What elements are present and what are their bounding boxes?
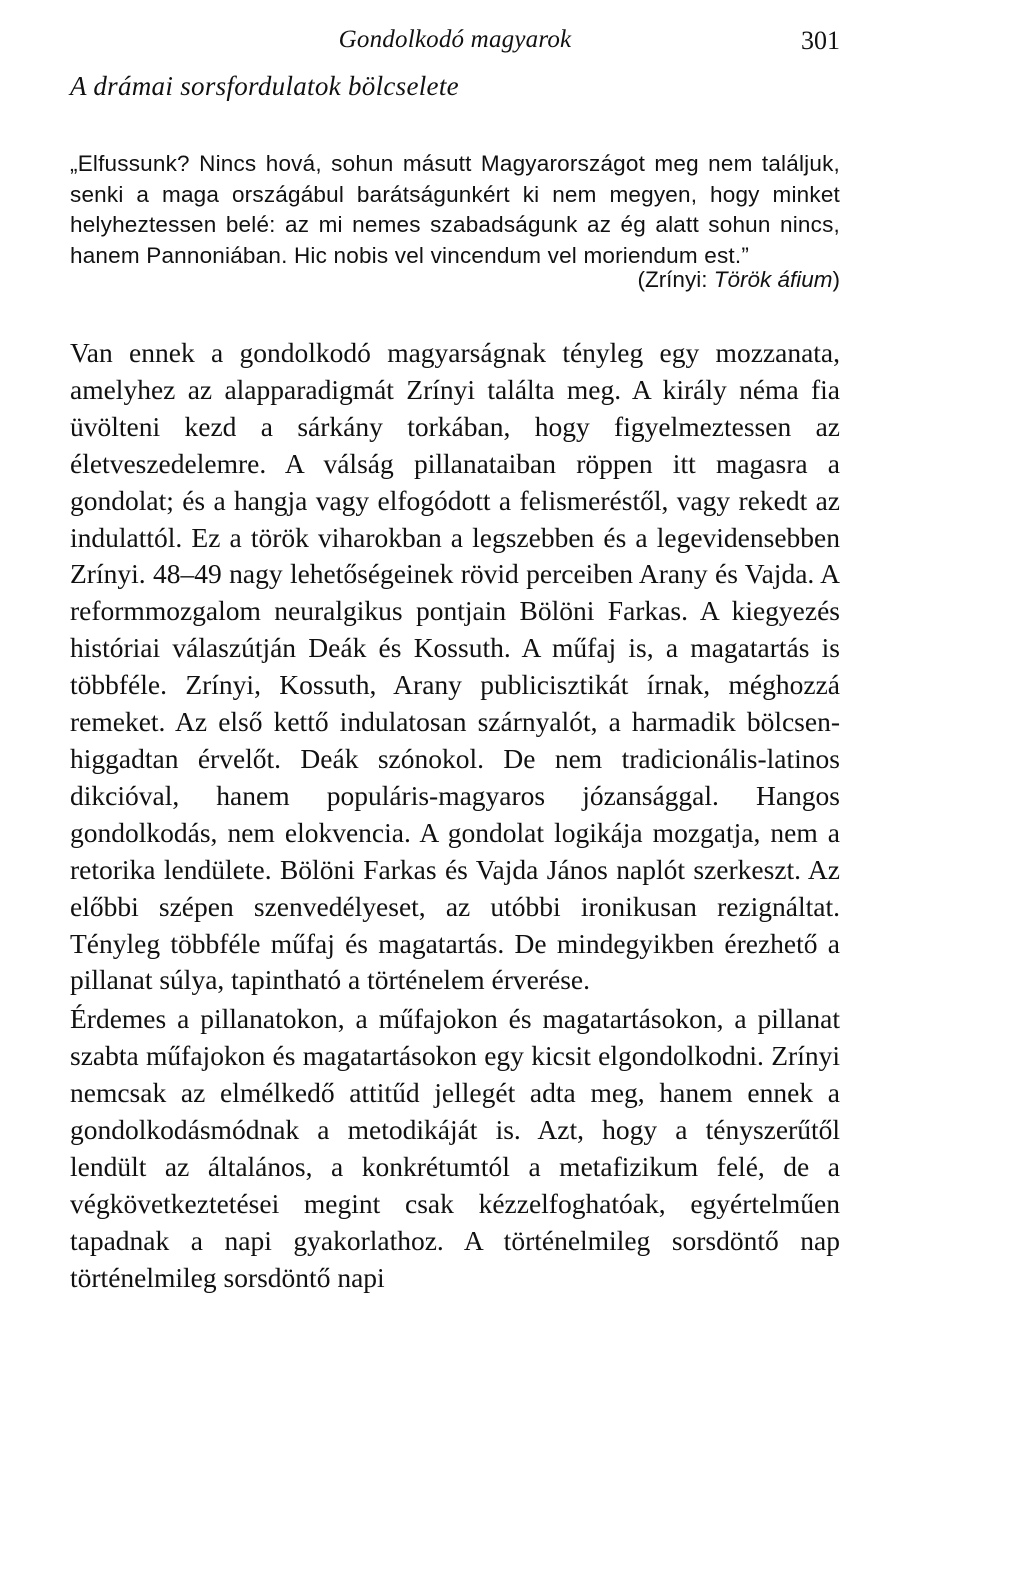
paragraph-1: Van ennek a gondolkodó magyarságnak tényleg egy mozzanata, amelyhez az alapparadigmát Zrínyi találta meg. A király néma fia üvölteni kezd a sárkány torkában, hogy figyelmeztessen az életveszedelemre. A válság pillanataiban röppen itt magasra a gondolat; és a hangja vagy elfogódott a felismeréstől, vagy rekedt az indulattól. Ez a török viharokban a legszebben és a legevidensebben Zrínyi. 48–49 nagy lehetőségeinek rövid perceiben Arany és Vajda. A reformmozgalom neuralgikus pontjain Bölöni Farkas. A kiegyezés históriai válaszútján Deák és Kossuth. A műfaj is, a magatartás is többféle. Zrínyi, Kossuth, Arany publicisztikát írnak, méghozzá remeket. Az első kettő indulatosan szárnyalót, a harmadik bölcsen-higgadtan érvelőt. Deák szónokol. De nem tradicionális-latinos dikcióval, hanem populáris-magyaros józansággal. Hangos gondolkodás, nem elokvencia. A gondolat logikája mozgatja, nem a retorika lendülete. Bölöni Farkas és Vajda János naplót szerkeszt. Az előbbi szépen szenvedélyeset, az utóbbi ironikusan rezignáltat. Tényleg többféle műfaj és magatartás. De mindegyikben érezhető a pillanat súlya, tapintható a történelem érverése. xyxy=(70,337,840,996)
motto-text: „Elfussunk? Nincs hová, sohun másutt Magyarországot meg nem találjuk, senki a maga országábul barátságunkért ki nem megyen, hogy minket helyheztessen belé: az mi nemes szabadságunk az ég alatt sohun nincs, hanem Pannoniában. Hic nobis vel vincendum vel moriendum est.” xyxy=(70,151,840,268)
section-title: A drámai sorsfordulatok bölcselete xyxy=(70,71,459,101)
attribution-work: Török áfium xyxy=(713,267,833,292)
attribution-author: (Zrínyi: xyxy=(637,267,714,292)
paragraph-2: Érdemes a pillanatokon, a műfajokon és magatartásokon, a pillanat szabta műfajokon és magatartásokon egy kicsit elgondolkodni. Zrínyi nemcsak az elmélkedő attitűd jellegét adta meg, hanem ennek a gondolkodásmódnak a metodikáját is. Azt, hogy a tényszerűtől lendült az általános, a konkrétumtól a metafizikum felé, de a végkövetkeztetései megint csak kézzelfoghatóak, egyértelműen tapadnak a napi gyakorlathoz. A történelmileg sorsdöntő nap történelmileg sorsdöntő napi xyxy=(70,1003,840,1293)
running-title: Gondolkodó magyarok xyxy=(338,26,572,53)
attribution-close: ) xyxy=(832,267,840,292)
running-header xyxy=(70,22,840,68)
page-number: 301 xyxy=(801,26,840,55)
motto-quote xyxy=(70,149,840,271)
book-page xyxy=(70,22,840,1297)
body-text xyxy=(70,335,840,1297)
